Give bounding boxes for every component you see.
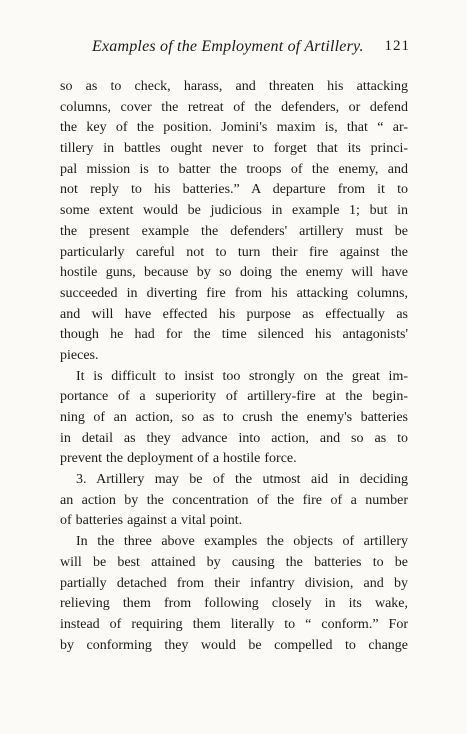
text-line: hostile guns, because by so doing the enemy will have [60,265,408,281]
text-line: succeeded in diverting fire from his attacking columns, [60,285,408,301]
text-line: though he had for the time silenced his antagonists' [60,327,408,343]
text-line: in detail as they advance into action, and so as to [60,430,408,446]
text-line: ning of an action, so as to crush the enemy's batteries [60,410,408,425]
text-line: 3. Artillery may be of the utmost aid in deciding [76,472,408,488]
text-line: portance of a superiority of artillery-fire at the begin- [60,389,408,405]
running-head [60,38,410,60]
text-line: by conforming they would be compelled to change [60,637,408,653]
text-line: and will have effected his purpose as effectually as [60,306,408,322]
text-line: particularly careful not to turn their fire against the [60,244,408,260]
text-line: pal mission is to batter the troops of the enemy, and [60,161,408,177]
page-number: 121 [384,38,410,54]
text-line: so as to check, harass, and threaten his attacking [60,79,408,94]
text-line: It is difficult to insist too strongly on the great im- [76,368,408,384]
text-line: not reply to his batteries.” A departure from it to [60,182,408,198]
text-line: relieving them from following closely in its wake, [60,596,408,612]
text-line: instead of requiring them literally to “ conform.” For [60,616,408,632]
text-line: the present example the defenders' artillery must be [60,223,408,239]
text-line: prevent the deployment of a hostile force. [60,451,297,467]
text-line: pieces. [60,347,99,363]
text-line: will be best attained by causing the batteries to be [60,554,408,570]
body-text [60,77,408,656]
text-line: tillery in battles ought never to forget that its princi- [60,141,408,157]
text-line: In the three above examples the objects of artillery [76,534,408,550]
running-title: Examples of the Employment of Artillery. [92,38,364,55]
text-line: some extent would be judicious in example 1; but in [60,203,408,219]
text-line: columns, cover the retreat of the defenders, or defend [60,99,408,115]
text-line: of batteries against a vital point. [60,513,243,529]
text-line: partially detached from their infantry division, and by [60,575,408,591]
text-line: an action by the concentration of the fire of a number [60,492,408,508]
text-line: the key of the position. Jomini's maxim is, that “ ar- [60,120,408,136]
